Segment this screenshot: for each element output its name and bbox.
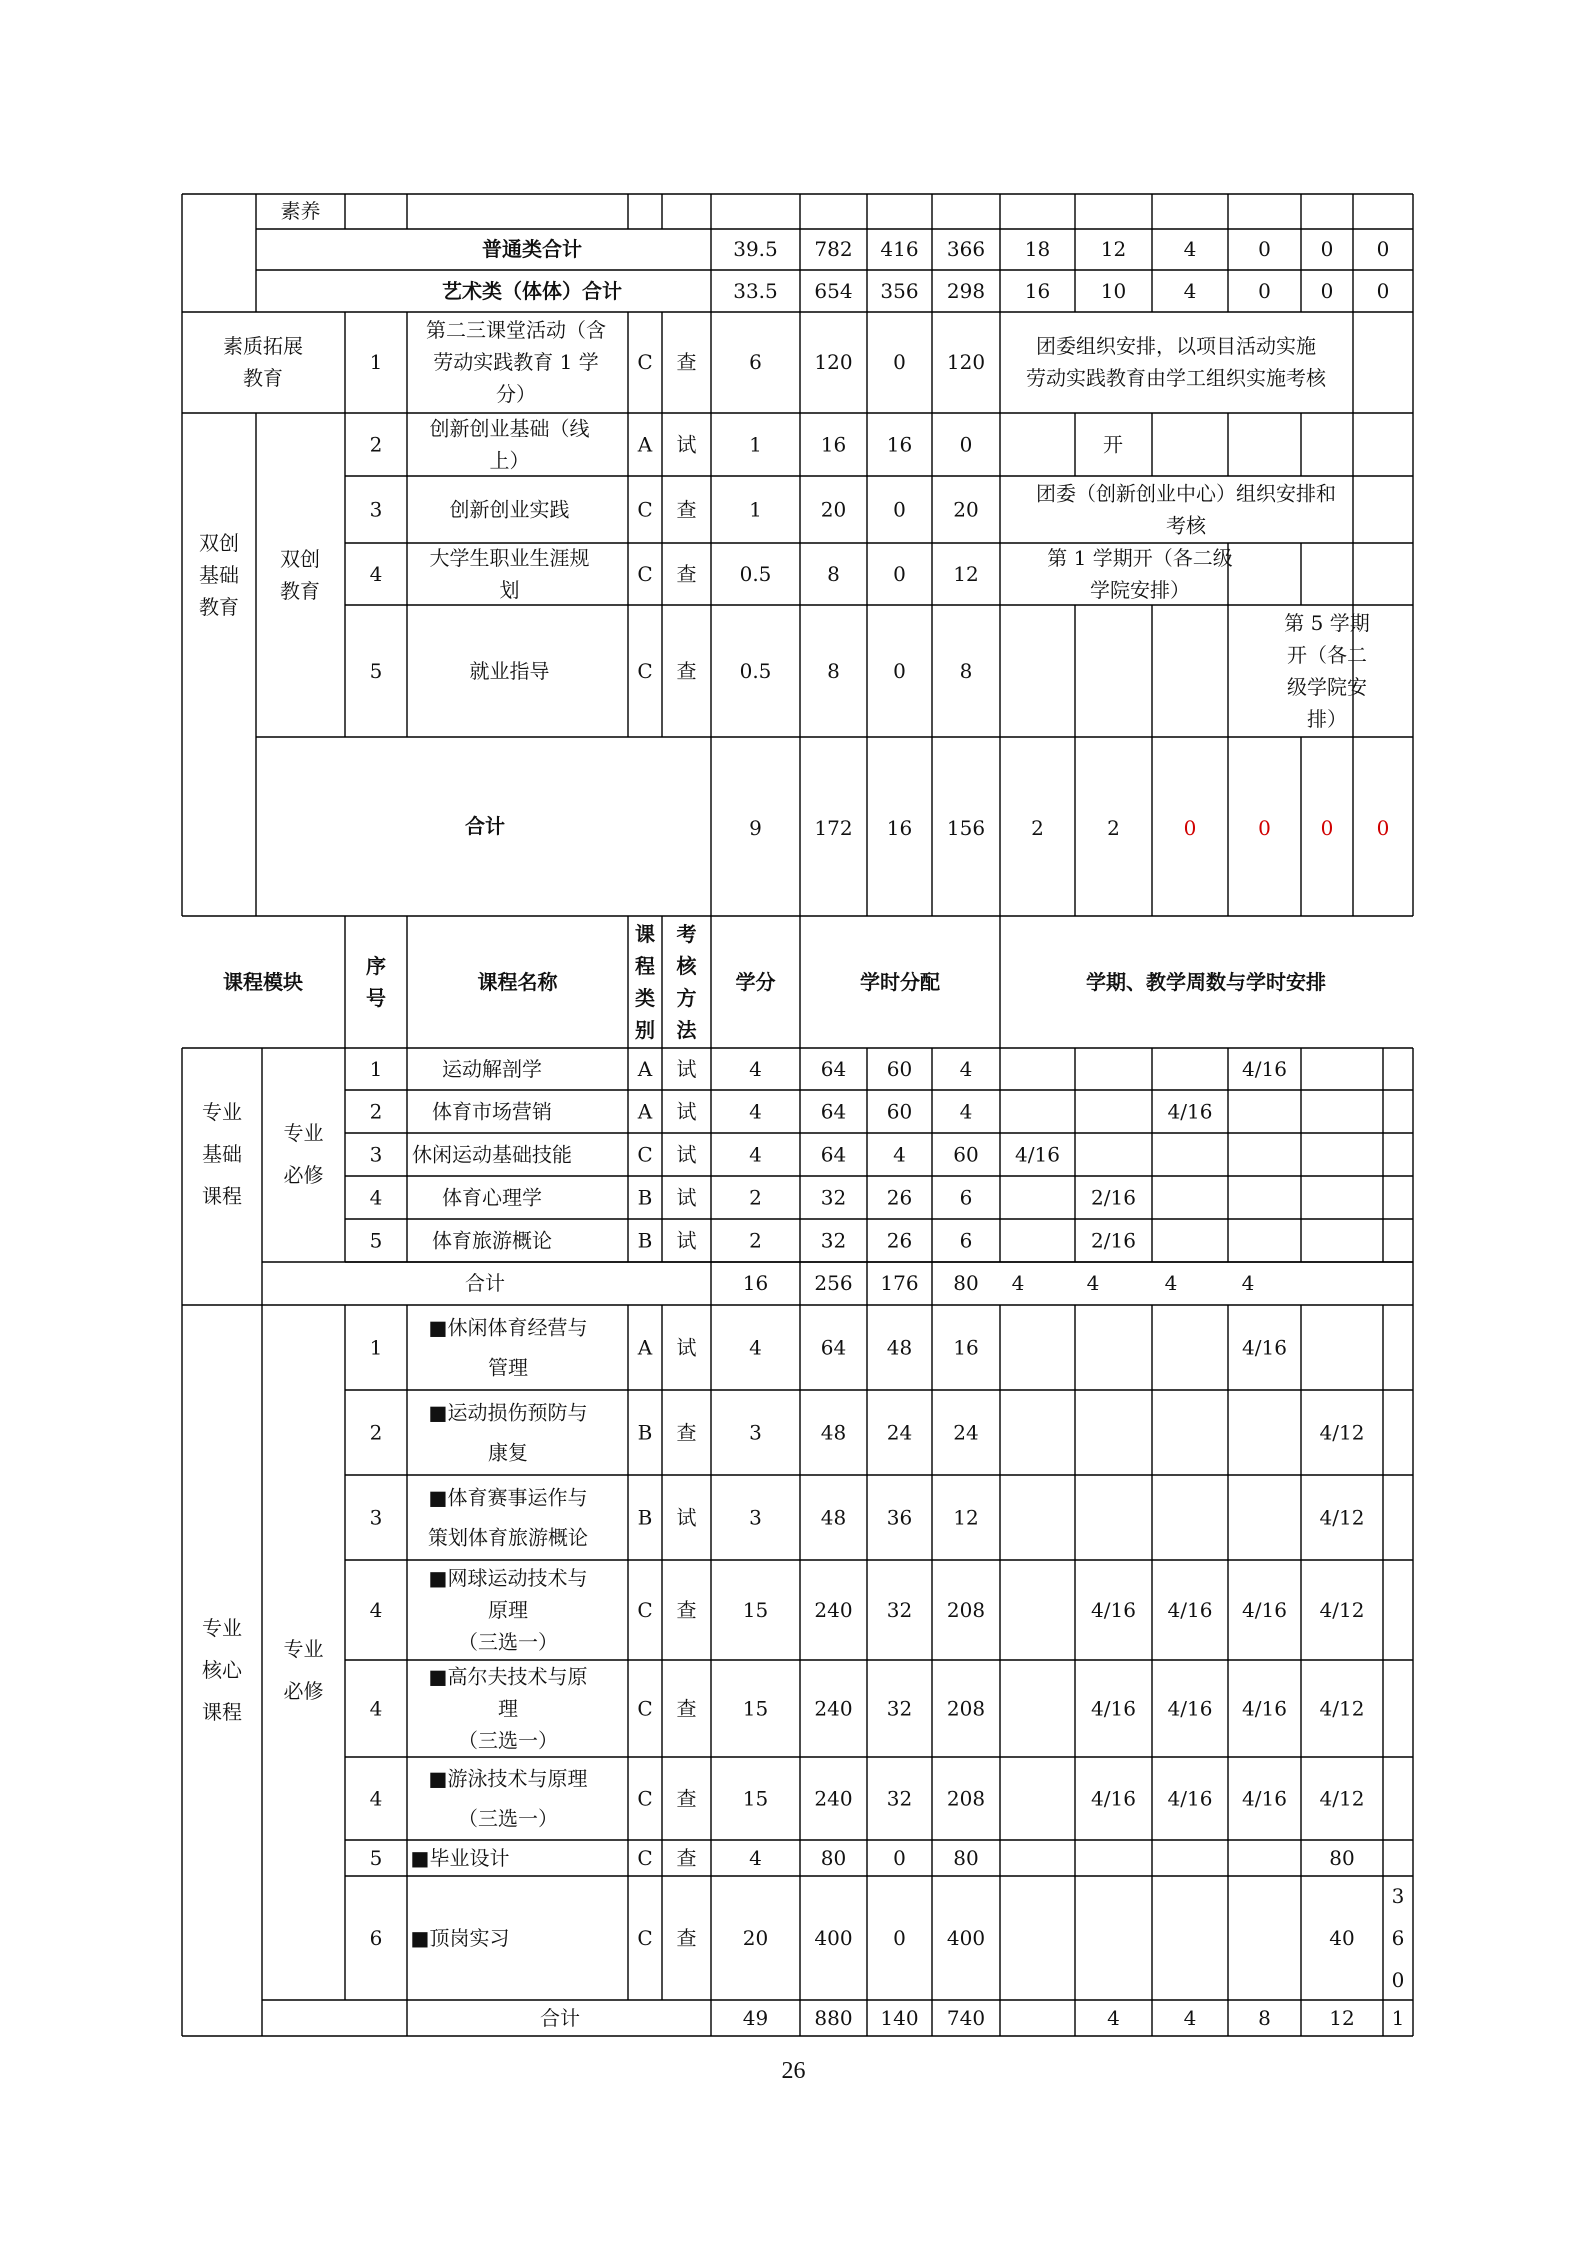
shuangchuang-total-value: 0 [1183,816,1197,840]
suzhi-module-label: 教育 [243,366,283,390]
core-total-semester: 4 [1107,2006,1120,2030]
shuangchuang-note: 第 1 学期开（各二级 [1047,546,1233,570]
core-seq: 2 [369,1420,383,1445]
basic-type: C [637,1142,653,1167]
core-semester: 4/16 [1091,1598,1136,1622]
shuangchuang-sub-label: 双创 [280,547,320,571]
basic-total-value: 176 [880,1271,919,1295]
shuangchuang-total-value: 2 [1107,816,1120,840]
core-type: C [637,1786,653,1811]
basic-module-label: 课程 [202,1184,242,1208]
shuangchuang-hours: 0 [893,562,906,586]
basic-hours: 60 [886,1099,913,1124]
putong-total-value: 416 [880,237,919,261]
core-hours: 208 [946,1786,986,1811]
core-semester: 40 [1329,1926,1355,1950]
basic-hours: 64 [820,1142,847,1167]
core-exam: 查 [676,1926,697,1950]
shuangchuang-hours: 16 [886,432,913,457]
basic-name: 运动解剖学 [442,1057,542,1081]
core-hours: 4 [749,1846,762,1870]
shuangchuang-note: 开（各二 [1287,643,1367,667]
core-module-label: 专业 [202,1616,242,1640]
basic-total-value: 16 [742,1271,769,1295]
core-semester: 4/12 [1319,1696,1365,1721]
shuangchuang-type: A [637,432,653,457]
core-type: C [637,1926,653,1950]
suzhi-note: 劳动实践教育由学工组织实施考核 [1026,366,1326,390]
core-hours: 24 [886,1420,913,1445]
core-hours: 32 [886,1786,913,1811]
basic-type: A [637,1057,653,1081]
basic-seq: 1 [369,1057,383,1081]
core-hours: 48 [886,1335,913,1360]
suzhi-exam: 查 [676,350,697,374]
core-hours: 15 [742,1696,769,1721]
yishu-total-value: 298 [946,279,986,303]
core-type: B [637,1420,653,1445]
core-hours: 208 [946,1696,986,1721]
suzhi-type: C [637,350,653,374]
header-type: 课 [635,922,655,946]
core-seq: 1 [369,1335,383,1360]
basic-name: 体育旅游概论 [432,1228,552,1253]
header-name: 课程名称 [477,970,558,994]
core-exam: 查 [676,1696,697,1721]
core-name: ■体育赛事运作与 [428,1485,588,1510]
core-seq: 6 [369,1926,383,1950]
core-name: ■高尔夫技术与原 [428,1664,588,1689]
core-name: 原理 [488,1598,528,1622]
shuangchuang-credit: 0.5 [739,562,772,586]
core-name: 策划体育旅游概论 [428,1525,588,1550]
core-semester: 4/16 [1167,1598,1213,1622]
core-semester: 4/16 [1091,1696,1136,1721]
basic-module-label: 基础 [202,1142,242,1166]
yishu-total-value: 33.5 [733,279,778,303]
core-hours: 48 [820,1505,847,1530]
shuangchuang-total-value: 0 [1376,816,1390,840]
shuangchuang-exam: 查 [676,562,697,586]
putong-total-value: 0 [1376,237,1390,261]
core-hours: 32 [886,1598,913,1622]
core-total-semester: 12 [1329,2006,1355,2030]
shuangchuang-note: 开 [1103,432,1123,457]
suzhi-credit: 6 [749,350,762,374]
shuangchuang-seq: 3 [369,497,383,522]
core-hours: 400 [946,1926,986,1950]
core-name: ■运动损伤预防与 [428,1400,588,1425]
core-seq: 5 [369,1846,383,1870]
header-hours: 学时分配 [860,970,940,994]
basic-hours: 4 [959,1057,973,1081]
core-total-value: 140 [880,2006,919,2030]
basic-seq: 4 [369,1185,383,1210]
shuangchuang-type: C [637,659,653,683]
shuangchuang-module-label: 教育 [199,595,239,619]
shuangchuang-hours: 12 [953,562,979,586]
core-name: （三选一） [458,1630,558,1654]
shuangchuang-total-value: 172 [814,816,853,840]
basic-name: 体育心理学 [442,1185,542,1210]
basic-hours: 32 [820,1228,847,1253]
basic-semester: 2/16 [1091,1228,1136,1253]
core-hours: 20 [742,1926,769,1950]
core-sub-label: 必修 [283,1679,324,1703]
basic-hours: 6 [959,1228,973,1253]
putong-total-value: 18 [1024,237,1051,261]
core-exam: 试 [676,1505,697,1530]
shuangchuang-credit: 1 [749,497,762,522]
shuangchuang-hours: 16 [820,432,847,457]
suzhi-hours: 120 [814,350,853,374]
core-hours: 80 [820,1846,847,1870]
core-semester: 4/16 [1242,1786,1287,1811]
basic-exam: 试 [676,1185,697,1210]
shuangchuang-name: 大学生职业生涯规 [429,546,590,570]
basic-seq: 5 [369,1228,383,1253]
core-semester: 4/16 [1242,1335,1287,1360]
shuangchuang-seq: 2 [369,432,383,457]
header-type: 类 [635,986,655,1010]
basic-seq: 3 [369,1142,383,1167]
core-total-value: 49 [742,2006,769,2030]
shuangchuang-module-label: 基础 [199,563,239,587]
core-total-semester: 8 [1258,2006,1271,2030]
suzhi-seq: 1 [369,350,383,374]
core-hours: 24 [953,1420,979,1445]
basic-type: B [637,1185,653,1210]
core-seq: 4 [369,1786,383,1811]
core-seq: 3 [369,1505,383,1530]
core-total-semester: 4 [1183,2006,1197,2030]
shuangchuang-hours: 0 [893,497,906,522]
core-semester: 0 [1391,1968,1405,1992]
header-seq: 序 [366,954,386,978]
basic-hours: 64 [820,1099,847,1124]
core-total-semester: 1 [1391,2006,1405,2030]
yishu-total-value: 654 [814,279,853,303]
basic-total-value: 256 [814,1271,853,1295]
core-total-value: 740 [946,2006,986,2030]
suzhi-name: 分） [496,382,536,406]
basic-semester: 4/16 [1167,1099,1213,1124]
core-sub-label: 专业 [283,1637,324,1661]
basic-exam: 试 [676,1228,697,1253]
core-hours: 0 [893,1846,906,1870]
core-hours: 400 [814,1926,853,1950]
putong-total-value: 782 [814,237,853,261]
core-hours: 208 [946,1598,986,1622]
basic-hours: 4 [893,1142,906,1167]
basic-total-semester: 4 [1241,1271,1255,1295]
basic-hours: 64 [820,1057,847,1081]
core-module-label: 核心 [202,1658,242,1682]
core-hours: 240 [814,1696,853,1721]
core-seq: 4 [369,1696,383,1721]
core-name: ■休闲体育经营与 [428,1315,588,1340]
putong-total-value: 39.5 [733,237,778,261]
basic-total-value: 80 [953,1271,979,1295]
header-exam: 核 [676,954,697,978]
core-hours: 15 [742,1786,769,1811]
core-type: A [637,1335,653,1360]
core-hours: 3 [749,1505,762,1530]
core-semester: 4/16 [1091,1786,1136,1811]
basic-sub-label: 专业 [283,1121,324,1145]
core-hours: 12 [953,1505,979,1530]
yishu-total-value: 0 [1320,279,1334,303]
shuangchuang-total-value: 0 [1258,816,1271,840]
basic-hours: 4 [749,1057,762,1081]
shuangchuang-sub-label: 教育 [280,579,320,603]
shuangchuang-module-label: 双创 [199,531,239,555]
shuangchuang-total-label: 合计 [465,814,505,838]
core-semester: 4/16 [1242,1598,1287,1622]
basic-semester: 4/16 [1242,1057,1287,1081]
core-hours: 64 [820,1335,847,1360]
core-total-label: 合计 [540,2006,580,2030]
core-exam: 查 [676,1420,697,1445]
basic-seq: 2 [369,1099,383,1124]
yishu-total-value: 0 [1376,279,1390,303]
core-name: ■网球运动技术与 [428,1566,588,1590]
basic-hours: 4 [959,1099,973,1124]
core-semester: 80 [1329,1846,1355,1870]
core-semester: 4/16 [1242,1696,1287,1721]
shuangchuang-note: 第 5 学期 [1284,611,1370,635]
basic-exam: 试 [676,1099,697,1124]
shuangchuang-exam: 试 [676,432,697,457]
core-hours: 4 [749,1335,762,1360]
shuangchuang-name: 创新创业基础（线 [429,416,590,441]
putong-total-value: 12 [1100,237,1127,261]
core-name: ■顶岗实习 [410,1926,510,1950]
shuangchuang-name: 上） [489,448,530,473]
core-semester: 4/16 [1167,1696,1213,1721]
core-semester: 4/12 [1319,1786,1365,1811]
basic-hours: 60 [886,1057,913,1081]
shuangchuang-note: 团委（创新创业中心）组织安排和 [1036,481,1336,506]
yishu-total-value: 0 [1258,279,1271,303]
header-type: 别 [635,1018,655,1042]
basic-type: B [637,1228,653,1253]
core-exam: 查 [676,1598,697,1622]
shuangchuang-total-value: 0 [1320,816,1334,840]
shuangchuang-total-value: 16 [886,816,913,840]
core-type: C [637,1846,653,1870]
basic-hours: 2 [749,1185,762,1210]
shuangchuang-type: C [637,497,653,522]
core-type: B [637,1505,653,1530]
basic-semester: 2/16 [1091,1185,1136,1210]
putong-total-value: 4 [1183,237,1197,261]
basic-hours: 4 [749,1142,762,1167]
core-hours: 32 [886,1696,913,1721]
core-type: C [637,1598,653,1622]
basic-hours: 4 [749,1099,762,1124]
basic-total-semester: 4 [1164,1271,1178,1295]
basic-hours: 6 [959,1185,973,1210]
basic-hours: 2 [749,1228,762,1253]
core-seq: 4 [369,1598,383,1622]
core-exam: 试 [676,1335,697,1360]
core-semester: 4/12 [1319,1420,1365,1445]
shuangchuang-credit: 0.5 [739,659,772,683]
header-exam: 考 [676,922,697,946]
core-name: ■毕业设计 [410,1846,510,1870]
basic-total-semester: 4 [1011,1271,1025,1295]
core-hours: 48 [820,1420,847,1445]
shuangchuang-hours: 0 [893,659,906,683]
putong-total-value: 366 [946,237,986,261]
suzhi-module-label: 素质拓展 [223,334,303,358]
header-schedule: 学期、教学周数与学时安排 [1086,970,1326,994]
yishu-total-value: 356 [880,279,919,303]
shuangchuang-note: 考核 [1166,513,1206,538]
suzhi-hours: 0 [893,350,906,374]
header-exam: 方 [676,986,697,1010]
header-credit: 学分 [735,970,776,994]
shuangchuang-name: 就业指导 [469,659,550,683]
core-semester: 4/16 [1167,1786,1213,1811]
core-name: ■游泳技术与原理 [428,1766,588,1791]
putong-total-label: 普通类合计 [482,237,582,261]
shuangchuang-credit: 1 [749,432,762,457]
core-name: （三选一） [458,1806,558,1831]
page-number: 26 [781,2058,806,2084]
basic-total-semester: 4 [1086,1271,1100,1295]
core-hours: 3 [749,1420,762,1445]
core-semester: 4/12 [1319,1505,1365,1530]
shuangchuang-hours: 20 [820,497,847,522]
shuangchuang-name: 创新创业实践 [449,497,570,522]
shuangchuang-hours: 0 [959,432,973,457]
shuangchuang-total-value: 156 [946,816,986,840]
core-hours: 16 [953,1335,979,1360]
core-name: （三选一） [458,1728,558,1753]
shuangchuang-note: 级学院安 [1287,675,1367,699]
yishu-total-value: 10 [1100,279,1127,303]
core-exam: 查 [676,1846,697,1870]
shuangchuang-exam: 查 [676,497,697,522]
header-type: 程 [635,954,655,978]
shuangchuang-type: C [637,562,653,586]
suzhi-hours: 120 [946,350,986,374]
yishu-total-value: 4 [1183,279,1197,303]
basic-sub-label: 必修 [283,1163,324,1187]
shuangchuang-exam: 查 [676,659,697,683]
basic-hours: 26 [886,1228,913,1253]
basic-hours: 32 [820,1185,847,1210]
shuangchuang-hours: 20 [953,497,979,522]
core-hours: 240 [814,1598,853,1622]
suzhi-name: 劳动实践教育 1 学 [433,350,599,374]
putong-total-value: 0 [1258,237,1271,261]
shuangchuang-hours: 8 [959,659,973,683]
putong-total-value: 0 [1320,237,1334,261]
shuangchuang-note: 学院安排） [1090,578,1190,602]
core-semester: 4/12 [1319,1598,1365,1622]
core-type: C [637,1696,653,1721]
basic-exam: 试 [676,1057,697,1081]
shuangchuang-total-value: 9 [749,816,762,840]
basic-semester: 4/16 [1015,1142,1060,1167]
shuangchuang-seq: 5 [369,659,383,683]
suzhi-note: 团委组织安排，以项目活动实施 [1036,334,1316,358]
core-exam: 查 [676,1786,697,1811]
core-hours: 240 [814,1786,853,1811]
basic-hours: 26 [886,1185,913,1210]
basic-module-label: 专业 [202,1100,242,1124]
core-name: 理 [498,1696,518,1721]
shuangchuang-note: 排） [1307,707,1347,731]
basic-hours: 60 [953,1142,979,1167]
core-hours: 80 [953,1846,979,1870]
basic-name: 休闲运动基础技能 [412,1142,572,1167]
suzhi-name: 第二三课堂活动（含 [426,318,606,342]
shuangchuang-name: 划 [499,578,520,602]
core-hours: 36 [886,1505,913,1530]
core-module-label: 课程 [202,1700,242,1724]
shuangchuang-hours: 8 [827,562,840,586]
basic-total-label: 合计 [465,1271,505,1295]
header-module: 课程模块 [223,970,303,994]
shuangchuang-total-value: 2 [1031,816,1044,840]
core-semester: 3 [1391,1884,1405,1908]
yishu-total-label: 艺术类（体体）合计 [442,279,622,303]
shuangchuang-seq: 4 [369,562,383,586]
core-name: 管理 [488,1355,528,1380]
core-hours: 15 [742,1598,769,1622]
yishu-total-value: 16 [1024,279,1051,303]
core-total-value: 880 [814,2006,853,2030]
basic-type: A [637,1099,653,1124]
header-exam: 法 [676,1018,697,1042]
core-hours: 0 [893,1926,906,1950]
shuangchuang-hours: 8 [827,659,840,683]
suyang-label: 素养 [280,199,321,223]
core-semester: 6 [1391,1926,1405,1950]
basic-name: 体育市场营销 [432,1099,552,1124]
header-seq: 号 [366,986,386,1010]
basic-exam: 试 [676,1142,697,1167]
core-name: 康复 [488,1440,528,1465]
